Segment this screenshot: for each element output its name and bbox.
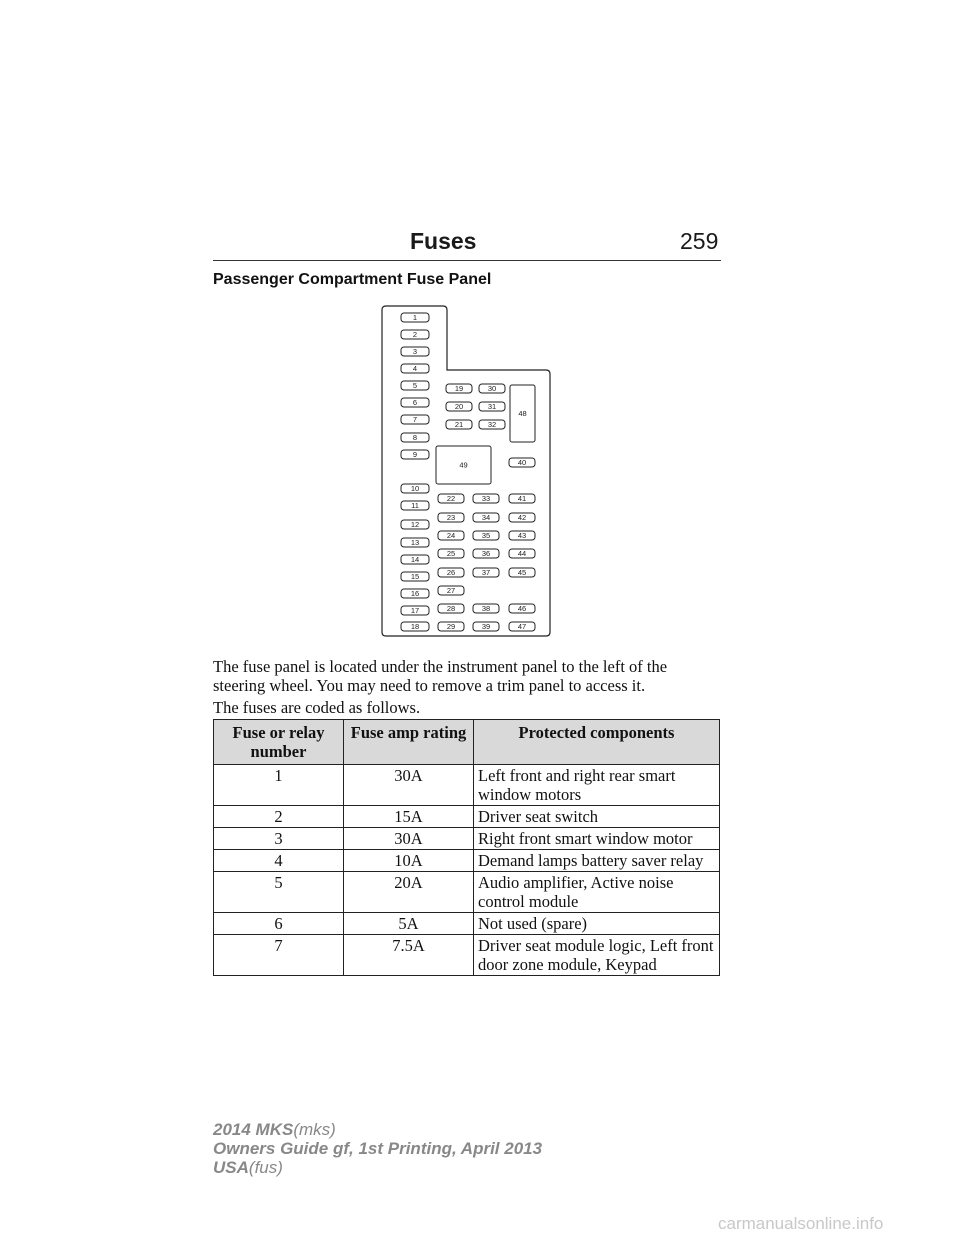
fuse-43-label: 43 (517, 531, 527, 541)
fuse-panel-diagram (380, 304, 554, 638)
table-header-row (214, 720, 720, 765)
fuse-16 (401, 589, 429, 598)
fuse-13-label: 13 (410, 538, 420, 548)
fuse-40 (509, 458, 535, 467)
fuse-20 (446, 402, 472, 411)
fuse-26-label: 26 (446, 568, 456, 578)
fuse-5-label: 5 (412, 381, 418, 391)
fuse-27-label: 27 (446, 586, 456, 596)
fuse-18-label: 18 (410, 622, 420, 632)
header-protected-components: Protected components (474, 720, 720, 765)
cell-fuse-number: 1 (214, 765, 344, 806)
header-amp-rating: Fuse amp rating (344, 720, 474, 765)
fuse-12 (401, 520, 429, 529)
fuse-30 (479, 384, 505, 393)
footer-line-guide (213, 1139, 542, 1158)
fuse-10-label: 10 (410, 484, 420, 494)
fuse-14-label: 14 (410, 555, 420, 565)
fuse-21-label: 21 (454, 420, 464, 430)
table-row (214, 850, 720, 872)
fuse-20-label: 20 (454, 402, 464, 412)
coding-paragraph: The fuses are coded as follows. (213, 698, 421, 717)
fuse-21 (446, 420, 472, 429)
section-heading: Passenger Compartment Fuse Panel (213, 271, 492, 288)
fuse-33 (473, 494, 499, 503)
cell-amp-rating: 15A (344, 806, 474, 828)
cell-amp-rating: 7.5A (344, 935, 474, 976)
fuse-2 (401, 330, 429, 339)
header-divider (213, 260, 721, 261)
cell-protected-components: Driver seat module logic, Left front door zone module, Keypad (474, 935, 720, 976)
footer-model-code: (mks) (293, 1120, 336, 1139)
fuse-47 (509, 622, 535, 631)
cell-fuse-number: 4 (214, 850, 344, 872)
fuse-7 (401, 415, 429, 424)
cell-fuse-number: 3 (214, 828, 344, 850)
cell-fuse-number: 5 (214, 872, 344, 913)
fuse-17 (401, 606, 429, 615)
fuse-34 (473, 513, 499, 522)
fuse-35-label: 35 (481, 531, 491, 541)
fuse-5 (401, 381, 429, 390)
fuse-22-label: 22 (446, 494, 456, 504)
fuse-7-label: 7 (412, 415, 418, 425)
table-row (214, 872, 720, 913)
fuse-29-label: 29 (446, 622, 456, 632)
cell-protected-components: Audio amplifier, Active noise control module (474, 872, 720, 913)
fuse-34-label: 34 (481, 513, 491, 523)
fuse-28-label: 28 (446, 604, 456, 614)
relay-49-label: 49 (459, 460, 468, 470)
fuse-13 (401, 538, 429, 547)
fuse-9 (401, 450, 429, 459)
fuse-45 (509, 568, 535, 577)
cell-protected-components: Not used (spare) (474, 913, 720, 935)
fuse-11-label: 11 (411, 501, 419, 511)
header-fuse-number: Fuse or relay number (214, 720, 344, 765)
fuse-11 (401, 501, 429, 510)
fuse-42 (509, 513, 535, 522)
table-row (214, 765, 720, 806)
cell-fuse-number: 6 (214, 913, 344, 935)
fuse-2-label: 2 (412, 330, 418, 340)
cell-amp-rating: 5A (344, 913, 474, 935)
fuse-15-label: 15 (410, 572, 420, 582)
cell-protected-components: Left front and right rear smart window motors (474, 765, 720, 806)
fuse-8-label: 8 (412, 433, 418, 443)
footer-region: USA (213, 1158, 249, 1177)
fuse-44 (509, 549, 535, 558)
fuse-18 (401, 622, 429, 631)
table-row (214, 913, 720, 935)
cell-fuse-number: 2 (214, 806, 344, 828)
fuse-1-label: 1 (412, 313, 418, 323)
fuse-15 (401, 572, 429, 581)
fuse-14 (401, 555, 429, 564)
fuse-32 (479, 420, 505, 429)
relay-49 (436, 446, 491, 484)
relay-48-label: 48 (518, 409, 527, 419)
page-section-title: Fuses (410, 228, 477, 254)
fuse-12-label: 12 (410, 520, 420, 530)
fuse-6-label: 6 (412, 398, 418, 408)
fuse-46-label: 46 (517, 604, 527, 614)
fuse-32-label: 32 (487, 420, 497, 430)
fuse-33-label: 33 (481, 494, 491, 504)
fuse-35 (473, 531, 499, 540)
fuse-31-label: 31 (487, 402, 497, 412)
fuse-23-label: 23 (446, 513, 456, 523)
page-number: 259 (680, 228, 719, 254)
footer-model: 2014 MKS (213, 1120, 294, 1139)
fuse-40-label: 40 (517, 458, 527, 468)
cell-amp-rating: 30A (344, 828, 474, 850)
fuse-19 (446, 384, 472, 393)
fuse-3 (401, 347, 429, 356)
footer-region-code: (fus) (248, 1158, 283, 1177)
fuse-24-label: 24 (446, 531, 456, 541)
fuse-4-label: 4 (412, 364, 418, 374)
fuse-38-label: 38 (481, 604, 491, 614)
fuse-38 (473, 604, 499, 613)
location-paragraph: The fuse panel is located under the instrument panel to the left of the steering wheel. You may need to remove a trim panel to access it. (213, 657, 668, 695)
relay-48 (510, 385, 535, 442)
fuse-36 (473, 549, 499, 558)
cell-amp-rating: 30A (344, 765, 474, 806)
fuse-16-label: 16 (410, 589, 420, 599)
fuse-46 (509, 604, 535, 613)
fuse-44-label: 44 (517, 549, 527, 559)
fuse-3-label: 3 (412, 347, 418, 357)
table-row (214, 828, 720, 850)
fuse-4 (401, 364, 429, 373)
fuse-39 (473, 622, 499, 631)
cell-amp-rating: 20A (344, 872, 474, 913)
fuse-37-label: 37 (481, 568, 491, 578)
fuse-47-label: 47 (517, 622, 527, 632)
fuse-42-label: 42 (517, 513, 527, 523)
cell-protected-components: Right front smart window motor (474, 828, 720, 850)
fuse-25 (438, 549, 464, 558)
fuse-28 (438, 604, 464, 613)
fuse-30-label: 30 (487, 384, 497, 394)
fuse-6 (401, 398, 429, 407)
footer-line-model (213, 1120, 542, 1139)
fuse-37 (473, 568, 499, 577)
fuse-table (213, 719, 720, 976)
watermark: carmanualsonline.info (718, 1214, 884, 1233)
fuse-43 (509, 531, 535, 540)
fuse-19-label: 19 (454, 384, 464, 394)
fuse-9-label: 9 (412, 450, 418, 460)
footer-guide: Owners Guide gf, 1st Printing, April 2013 (213, 1139, 543, 1158)
fuse-10 (401, 484, 429, 493)
fuse-1 (401, 313, 429, 322)
fuse-29 (438, 622, 464, 631)
fuse-17-label: 17 (410, 606, 420, 616)
fuse-41-label: 41 (517, 494, 527, 504)
fuse-31 (479, 402, 505, 411)
fuse-39-label: 39 (481, 622, 491, 632)
fuse-24 (438, 531, 464, 540)
fuse-8 (401, 433, 429, 442)
fuse-23 (438, 513, 464, 522)
fuse-41 (509, 494, 535, 503)
fuse-26 (438, 568, 464, 577)
fuse-36-label: 36 (481, 549, 491, 559)
footer-line-region (213, 1158, 542, 1177)
fuse-22 (438, 494, 464, 503)
document-footer (213, 1120, 542, 1177)
table-row (214, 935, 720, 976)
fuse-45-label: 45 (517, 568, 527, 578)
fuse-25-label: 25 (446, 549, 456, 559)
cell-protected-components: Demand lamps battery saver relay (474, 850, 720, 872)
cell-fuse-number: 7 (214, 935, 344, 976)
cell-protected-components: Driver seat switch (474, 806, 720, 828)
fuse-27 (438, 586, 464, 595)
cell-amp-rating: 10A (344, 850, 474, 872)
table-row (214, 806, 720, 828)
